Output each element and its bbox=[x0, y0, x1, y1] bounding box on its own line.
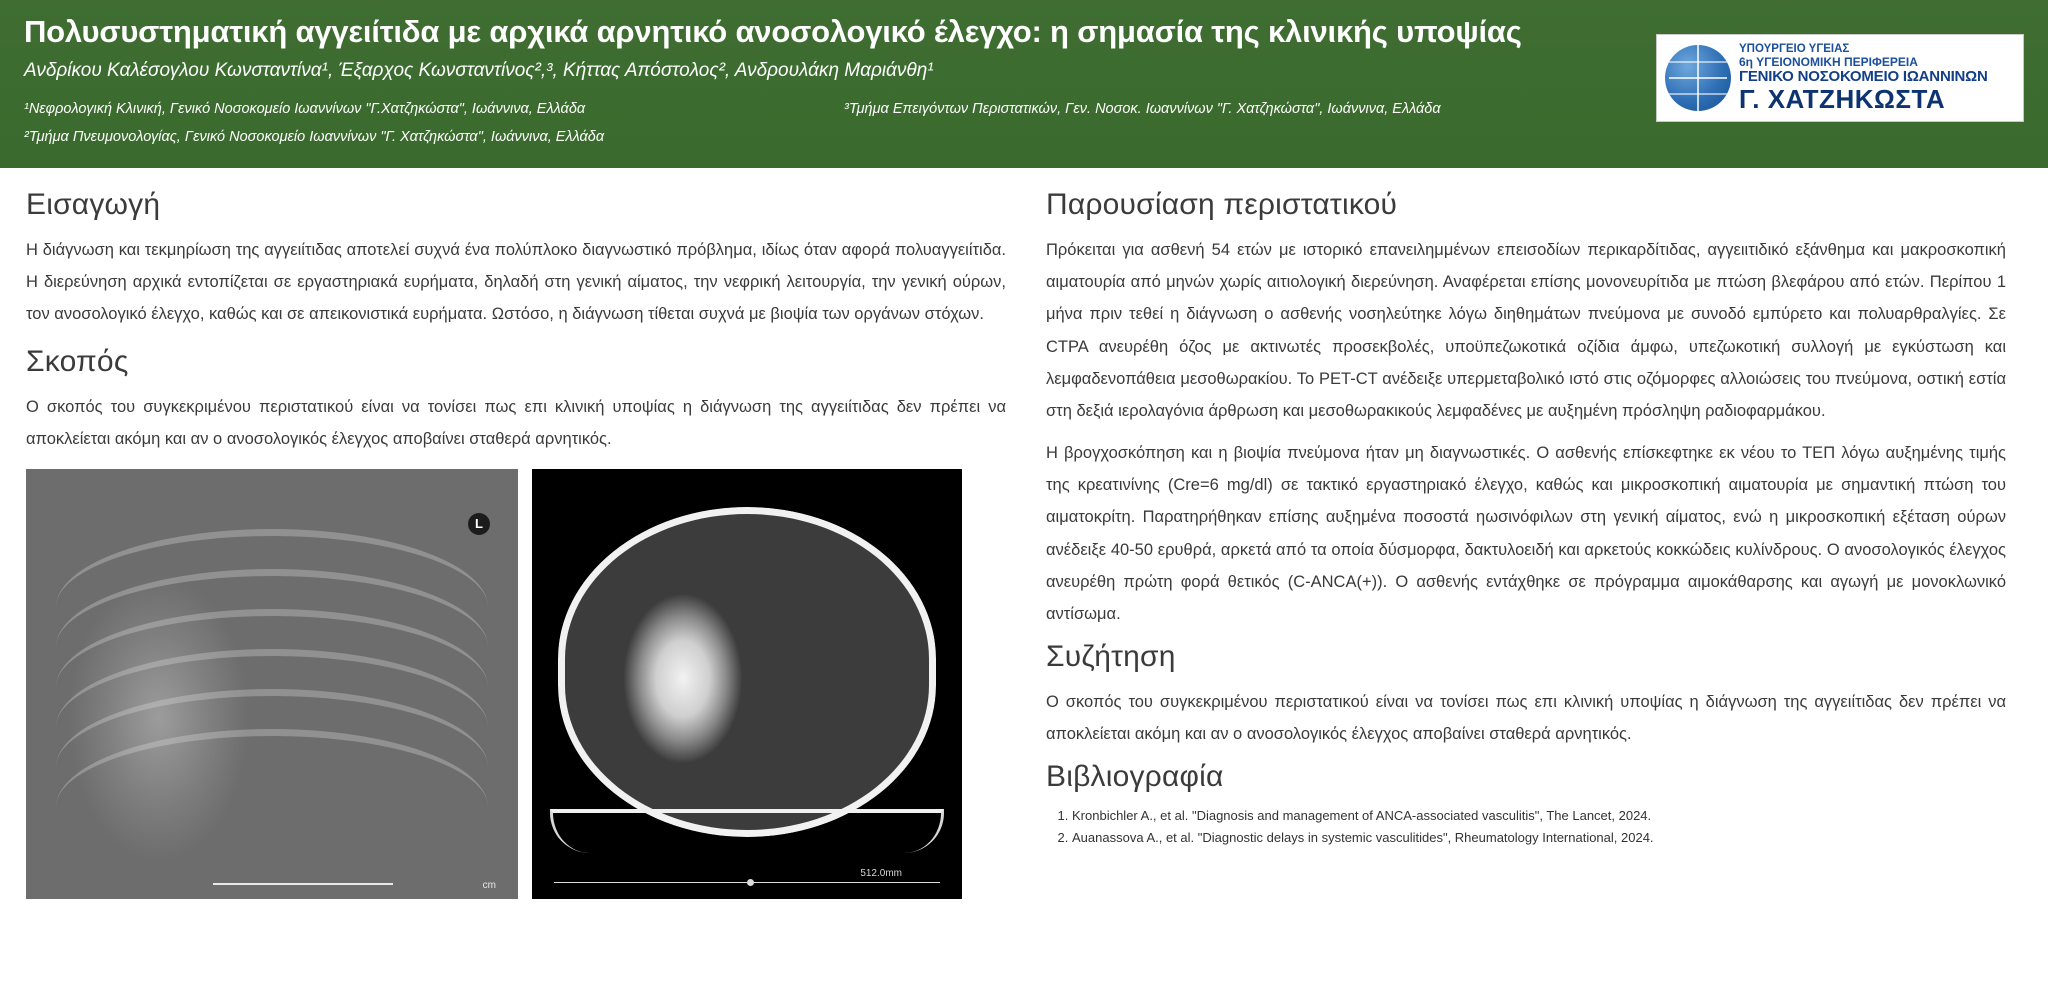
aim-text: Ο σκοπός του συγκεκριμένου περιστατικού είναι να τονίσει πως επι κλινική υποψίας η διάγνωση της αγγειίτιδας δεν πρέπει να αποκλείεται ακόμη και αν ο ανοσολογικός έλεγχος αποβαίνει σταθερά αρνητικός. bbox=[26, 397, 1006, 448]
affiliation-3: ³Τμήμα Επειγόντων Περιστατικών, Γεν. Νοσοκ. Ιωαννίνων "Γ. Χατζηκώστα", Ιωάννινα, Ελλάδα bbox=[844, 100, 1441, 117]
hospital-logo bbox=[1656, 34, 2024, 122]
section-heading-case-presentation: Παρουσίαση περιστατικού bbox=[1046, 188, 1398, 221]
xray-left-marker: L bbox=[468, 513, 490, 535]
ct-scale-label: 512.0mm bbox=[860, 867, 902, 879]
case-paragraph-1: Πρόκειται για ασθενή 54 ετών με ιστορικό επανειλημμένων επεισοδίων περικαρδίτιδας, αγγειιτιδικό εξάνθημα και μακροσκοπική αιματουρία από μηνών χωρίς αιτιολογική διερεύνηση. Αναφέρεται επίσης μονονευρίτιδα με πτώση βλεφάρου από ετών. Περίπου 1 μήνα πριν τεθεί η διάγνωση ο ασθενής νοσηλεύτηκε λόγω διηθημάτων πνεύμονα με συνοδό εμπύρετο και πολυαρθραλγίες. Σε CTPA ανευρέθη όζος με ακτινωτές προσεκβολές, υποϋπεζωκοτικά οζίδια άμφω, υπεζωκοτική συλλογή με εγκύστωση και λεμφαδενοπάθεια μεσοθωρακίου. Το PET-CT ανέδειξε υπερμεταβολικό ιστό στις οζόμορφες αλλοιώσεις του πνεύμονα, οστική εστία στη δεξιά ιερολαγόνια άρθρωση και μεσοθωρακικούς λεμφαδένες με αυξημένη πρόσληψη ραδιοφαρμάκου. bbox=[1046, 241, 2006, 420]
poster-header bbox=[0, 0, 2048, 168]
logo-line-region: 6η ΥΓΕΙΟΝΟΜΙΚΗ ΠΕΡΙΦΕΡΕΙΑ bbox=[1739, 54, 1918, 69]
reference-list bbox=[1046, 806, 2006, 849]
figure-row bbox=[26, 469, 1006, 899]
right-column bbox=[1046, 182, 2006, 1001]
logo-line-hospital: ΓΕΝΙΚΟ ΝΟΣΟΚΟΜΕΙΟ ΙΩΑΝΝΙΝΩΝ bbox=[1739, 67, 1988, 85]
logo-line-name: Γ. ΧΑΤΖΗΚΩΣΤΑ bbox=[1739, 83, 1946, 114]
discussion-text: Ο σκοπός του συγκεκριμένου περιστατικού είναι να τονίσει πως επι κλινική υποψίας η διάγνωση της αγγειίτιδας δεν πρέπει να αποκλείεται ακόμη και αν ο ανοσολογικός έλεγχος αποβαίνει σταθερά αρνητικός. bbox=[1046, 693, 2006, 744]
chest-ct-image bbox=[532, 469, 962, 899]
affiliation-1: ¹Νεφρολογική Κλινική, Γενικό Νοσοκομείο Ιωαννίνων "Γ.Χατζηκώστα", Ιωάννινα, Ελλάδα bbox=[24, 100, 586, 117]
ct-table-curve bbox=[550, 809, 944, 853]
logo-line-ministry: ΥΠΟΥΡΓΕΙΟ ΥΓΕΙΑΣ bbox=[1739, 43, 1850, 56]
ct-scalebar bbox=[554, 882, 940, 883]
globe-icon bbox=[1665, 45, 1731, 111]
section-heading-references: Βιβλιογραφία bbox=[1046, 760, 1224, 794]
affiliation-2: ²Τμήμα Πνευμονολογίας, Γενικό Νοσοκομείο Ιωαννίνων "Γ. Χατζηκώστα", Ιωάννινα, Ελλάδα bbox=[24, 128, 605, 145]
section-heading-aim: Σκοπός bbox=[26, 344, 129, 378]
case-paragraph-2: Η βρογχοσκόπηση και η βιοψία πνεύμονα ήταν μη διαγνωστικές. Ο ασθενής επίσκεφτηκε εκ νέου το ΤΕΠ λόγω αυξημένης τιμής της κρεατινίνης (Cre=6 mg/dl) σε τακτικό εργαστηριακό έλεγχο, καθώς και μικροσκοπική αιματουρία με σημαντική πτώση του αιματοκρίτη. Παρατηρήθηκαν επίσης αυξημένα ποσοστά ηωσινόφιλων στη γενική αίματος, ενώ η μικροσκοπική εξέταση ούρων ανέδειξε 40-50 ερυθρά, αρκετά από τα οποία δύσμορφα, δακτυλοειδή και αρκετούς κοκκώδεις κυλίνδρους. Ο ανοσολογικός έλεγχος ανευρέθη πρώτη φορά θετικός (C-ANCA(+)). Ο ασθενής εντάχθηκε σε πρόγραμμα αιμοκάθαρσης και αγωγή με μονοκλωνικό αντίσωμα. bbox=[1046, 444, 2006, 623]
page-title: Πολυσυστηματική αγγειίτιδα με αρχικά αρνητικό ανοσολογικό έλεγχο: η σημασία της κλινικής υποψίας bbox=[24, 14, 1522, 49]
list-item: 2. Auanassova A., et al. "Diagnostic delays in systemic vasculitides", Rheumatology International, 2024. bbox=[1072, 828, 2006, 849]
section-heading-introduction: Εισαγωγή bbox=[26, 188, 161, 221]
section-heading-discussion: Συζήτηση bbox=[1046, 640, 1176, 674]
poster-body bbox=[0, 168, 2048, 1001]
author-list: Ανδρίκου Καλέσογλου Κωνσταντίνα¹, Έξαρχος Κωνσταντίνος²,³, Κήττας Απόστολος², Ανδρουλάκη Μαριάνθη¹ bbox=[24, 59, 934, 81]
left-column bbox=[26, 182, 1046, 1001]
logo-text-block bbox=[1739, 43, 1988, 113]
xray-scalebar bbox=[213, 883, 393, 885]
ct-thorax-section bbox=[558, 507, 936, 837]
affiliation-list bbox=[24, 100, 1654, 146]
xray-scale-label: cm bbox=[482, 879, 496, 891]
chest-xray-image bbox=[26, 469, 518, 899]
list-item: 1. Kronbichler A., et al. "Diagnosis and management of ANCA-associated vasculitis", The Lancet, 2024. bbox=[1072, 806, 2006, 827]
introduction-text: Η διάγνωση και τεκμηρίωση της αγγειίτιδας αποτελεί συχνά ένα πολύπλοκο διαγνωστικό πρόβλημα, ιδίως όταν αφορά πολυαγγειίτιδα. Η διερεύνηση αρχικά εντοπίζεται σε εργαστηριακά ευρήματα, δηλαδή στη γενική αίματος, την νεφρική λειτουργία, την γενική ούρων, τον ανοσολογικό έλεγχο, καθώς και σε απεικονιστικά ευρήματα. Ωστόσο, η διάγνωση τίθεται συχνά με βιοψία των οργάνων στόχων. bbox=[26, 241, 1006, 324]
